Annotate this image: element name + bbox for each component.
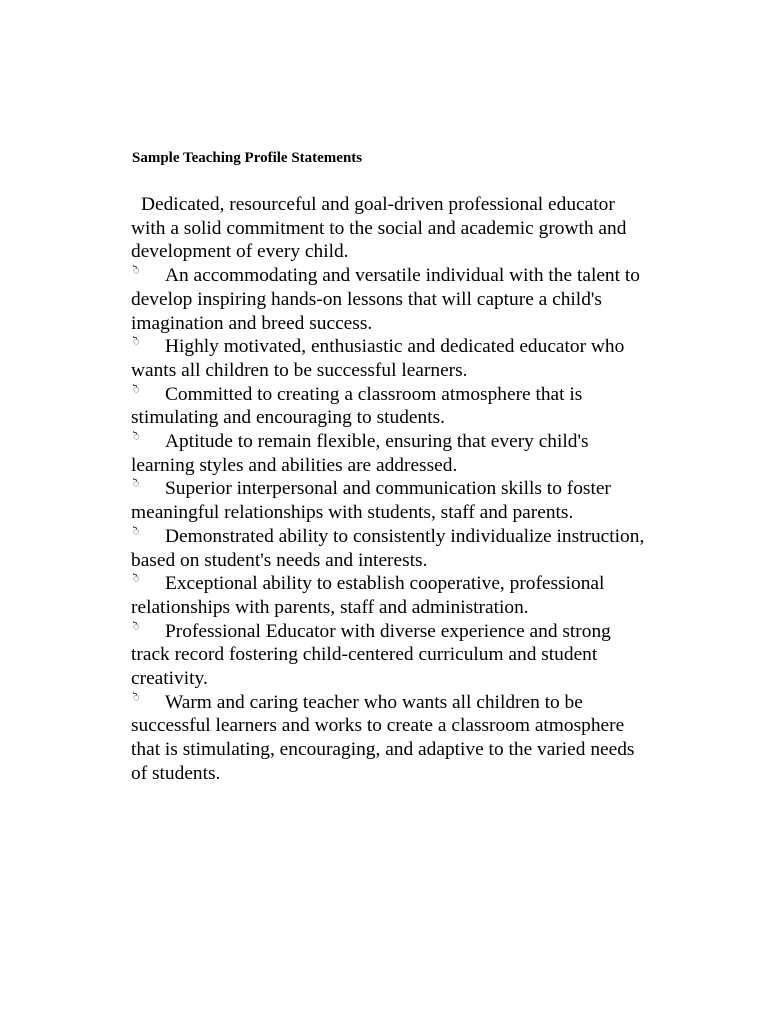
statement-item: [131, 335, 651, 382]
document-body: [131, 193, 651, 786]
statement-text: Superior interpersonal and communication skills to foster meaningful relationships with students, staff and parents.: [131, 478, 611, 524]
statement-text: Demonstrated ability to consistently individualize instruction, based on student's needs and interests.: [131, 525, 645, 571]
statement-text: An accommodating and versatile individual with the talent to develop inspiring hands-on lessons that will capture a child's imagination and breed success.: [131, 265, 640, 334]
statement-text: Committed to creating a classroom atmosphere that is stimulating and encouraging to students.: [131, 383, 583, 429]
bullet-icon: ॆ: [133, 336, 140, 349]
statement-text: Exceptional ability to establish cooperative, professional relationships with parents, staff and administration.: [131, 573, 605, 618]
statement-item: [131, 691, 651, 786]
statement-text: Warm and caring teacher who wants all children to be successful learners and works to create a classroom atmosphere that is stimulating, encouraging, and adaptive to the varied needs of students.: [131, 691, 635, 784]
bullet-icon: ॆ: [133, 478, 140, 491]
statement-item: [131, 264, 651, 335]
bullet-icon: ॆ: [133, 265, 140, 278]
statement-list: [131, 264, 651, 785]
bullet-icon: ॆ: [133, 525, 140, 538]
statement-item: [131, 430, 651, 477]
intro-paragraph: Dedicated, resourceful and goal-driven professional educator with a solid commitment to the social and academic growth and development of every child.: [131, 194, 627, 263]
statement-item: [131, 572, 651, 619]
bullet-icon: ॆ: [133, 620, 140, 633]
bullet-icon: ॆ: [133, 573, 140, 586]
statement-item: [131, 383, 651, 430]
bullet-icon: ॆ: [133, 691, 140, 704]
statement-item: [131, 525, 651, 572]
statement-text: Highly motivated, enthusiastic and dedicated educator who wants all children to be successful learners.: [131, 336, 625, 381]
document-title: Sample Teaching Profile Statements: [132, 150, 363, 166]
bullet-icon: ॆ: [133, 431, 140, 444]
statement-item: [131, 477, 651, 524]
statement-text: Professional Educator with diverse experience and strong track record fostering child-centered curriculum and student creativity.: [131, 620, 611, 690]
bullet-icon: ॆ: [133, 383, 140, 396]
statement-text: Aptitude to remain flexible, ensuring that every child's learning styles and abilities are addressed.: [131, 431, 589, 476]
statement-item: [131, 620, 651, 691]
